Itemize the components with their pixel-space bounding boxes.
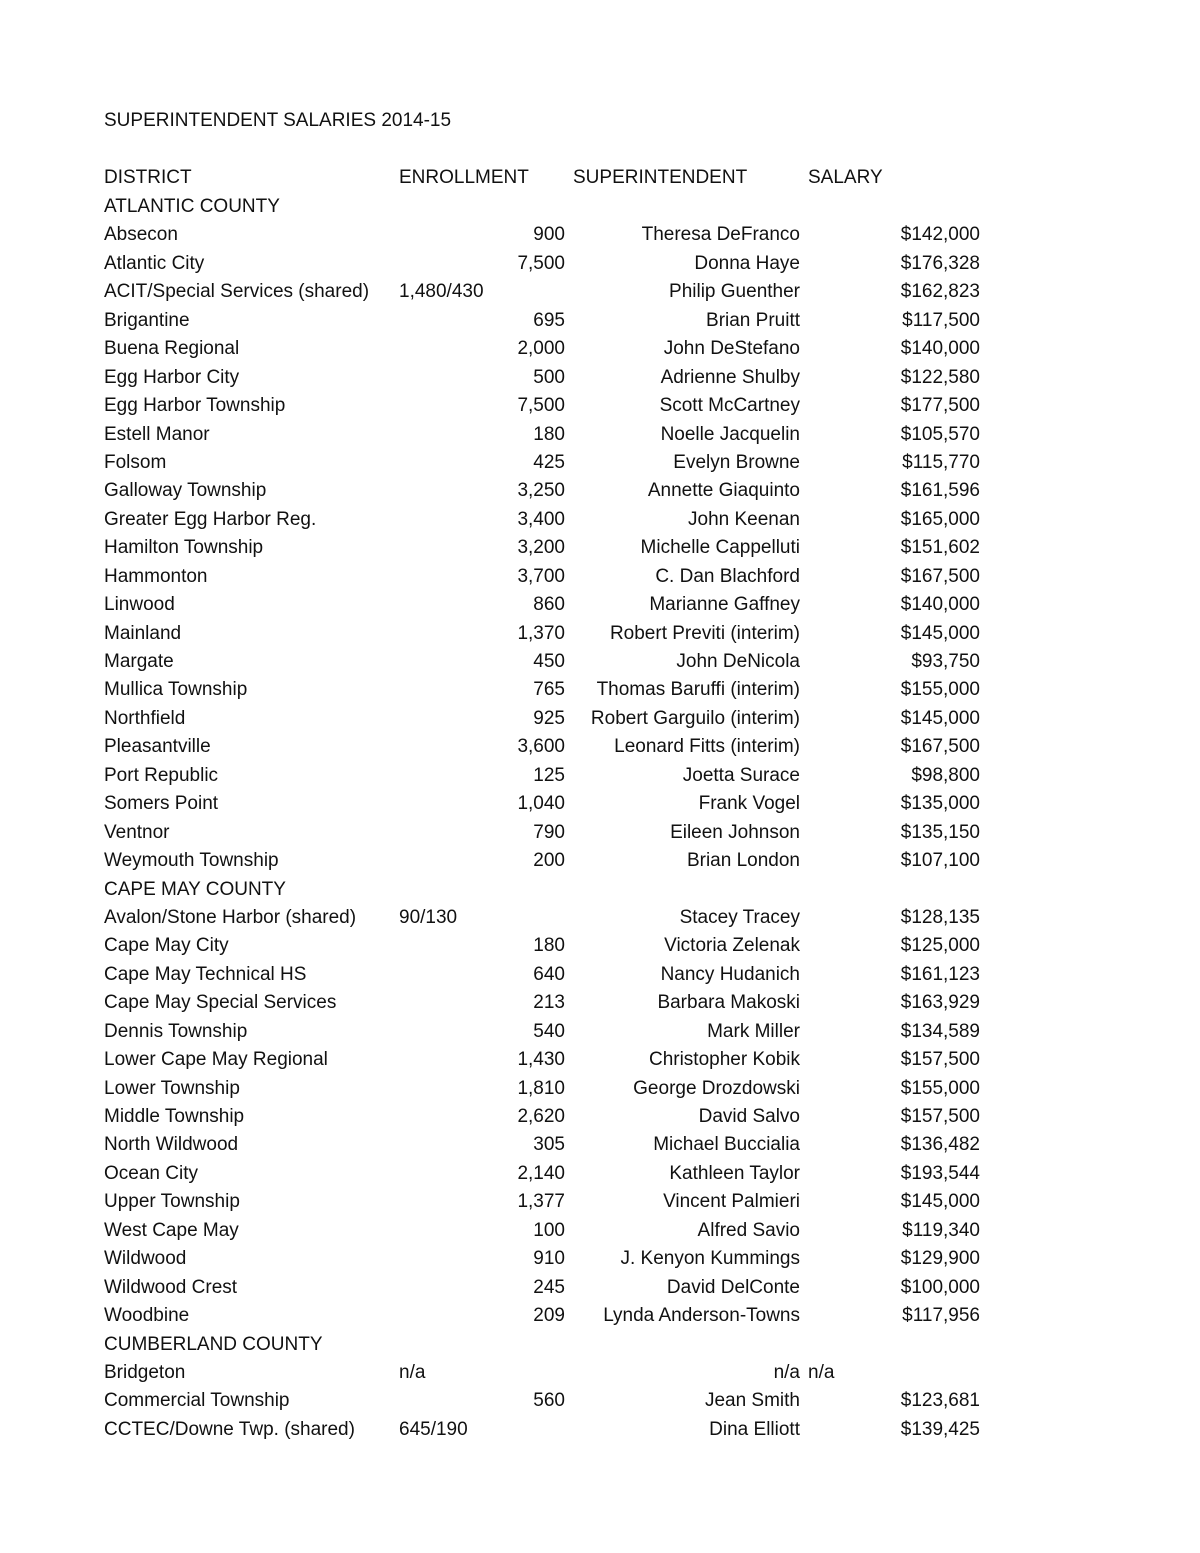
district-cell: West Cape May (104, 1219, 239, 1241)
table-row (0, 706, 1200, 734)
table-row (0, 621, 1200, 649)
table-row (0, 1388, 1200, 1416)
district-cell: Estell Manor (104, 423, 210, 445)
enrollment-cell: 180 (533, 935, 565, 957)
superintendent-cell: Robert Garguilo (interim) (590, 707, 800, 729)
enrollment-cell: 645/190 (399, 1418, 468, 1440)
table-row (0, 1189, 1200, 1217)
superintendent-cell: Alfred Savio (697, 1219, 800, 1241)
district-cell: Egg Harbor Township (104, 395, 286, 417)
table-row (0, 478, 1200, 506)
table-row (0, 1417, 1200, 1445)
salary-cell: $157,500 (900, 1049, 980, 1071)
enrollment-cell: 860 (533, 594, 565, 616)
salary-cell: $123,681 (900, 1390, 980, 1412)
superintendent-cell: Vincent Palmieri (663, 1191, 800, 1213)
table-row (0, 1246, 1200, 1274)
district-cell: Mullica Township (104, 679, 248, 701)
salary-cell: $129,900 (900, 1248, 980, 1270)
enrollment-cell: 2,140 (517, 1162, 565, 1184)
superintendent-cell: Nancy Hudanich (660, 963, 800, 985)
enrollment-cell: 3,700 (517, 565, 565, 587)
salary-cell: $140,000 (900, 338, 980, 360)
enrollment-cell: 7,500 (517, 395, 565, 417)
salary-cell: n/a (808, 1361, 835, 1383)
district-cell: Lower Cape May Regional (104, 1049, 328, 1071)
table-row (0, 535, 1200, 563)
table-row (0, 962, 1200, 990)
district-cell: Greater Egg Harbor Reg. (104, 508, 317, 530)
enrollment-cell: 695 (533, 309, 565, 331)
salary-table (0, 194, 1200, 1445)
salary-cell: $100,000 (900, 1276, 980, 1298)
district-cell: Somers Point (104, 793, 219, 815)
table-row (0, 592, 1200, 620)
district-cell: Ocean City (104, 1162, 198, 1184)
superintendent-cell: Frank Vogel (698, 793, 800, 815)
enrollment-cell: 900 (533, 224, 565, 246)
superintendent-cell: George Drozdowski (633, 1077, 800, 1099)
enrollment-cell: 1,370 (517, 622, 565, 644)
district-cell: Galloway Township (104, 480, 267, 502)
superintendent-cell: Mark Miller (707, 1020, 800, 1042)
table-row (0, 1047, 1200, 1075)
enrollment-cell: 3,250 (517, 480, 565, 502)
district-cell: ACIT/Special Services (shared) (104, 281, 370, 303)
table-row (0, 1132, 1200, 1160)
header-district: DISTRICT (104, 167, 192, 188)
district-cell: Cape May City (104, 935, 229, 957)
superintendent-cell: J. Kenyon Kummings (620, 1248, 800, 1270)
table-row (0, 1303, 1200, 1331)
county-heading-row (0, 877, 1200, 905)
district-cell: Folsom (104, 451, 167, 473)
enrollment-cell: 200 (533, 850, 565, 872)
district-cell: Hamilton Township (104, 537, 264, 559)
superintendent-cell: Stacey Tracey (679, 906, 800, 928)
superintendent-cell: Adrienne Shulby (660, 366, 800, 388)
enrollment-cell: 640 (533, 963, 565, 985)
enrollment-cell: 1,040 (517, 793, 565, 815)
table-row (0, 990, 1200, 1018)
district-cell: Upper Township (104, 1191, 240, 1213)
superintendent-cell: John Keenan (688, 508, 800, 530)
table-row (0, 1360, 1200, 1388)
superintendent-cell: Robert Previti (interim) (609, 622, 800, 644)
header-enrollment: ENROLLMENT (399, 167, 529, 188)
enrollment-cell: 500 (533, 366, 565, 388)
enrollment-cell: 2,000 (517, 338, 565, 360)
salary-cell: $93,750 (911, 651, 980, 672)
table-row (0, 1019, 1200, 1047)
table-row (0, 1104, 1200, 1132)
superintendent-cell: Lynda Anderson-Towns (603, 1305, 800, 1327)
superintendent-cell: Scott McCartney (659, 395, 800, 417)
county-name: CAPE MAY COUNTY (104, 878, 286, 900)
district-cell: Commercial Township (104, 1390, 290, 1412)
enrollment-cell: 790 (533, 821, 565, 843)
salary-cell: $117,500 (902, 309, 980, 331)
salary-cell: $162,823 (900, 281, 980, 303)
county-heading-row (0, 1332, 1200, 1360)
enrollment-cell: 1,480/430 (399, 281, 484, 303)
district-cell: Buena Regional (104, 338, 240, 360)
table-header (0, 166, 1200, 190)
table-row (0, 763, 1200, 791)
salary-cell: $167,500 (900, 736, 980, 758)
table-row (0, 933, 1200, 961)
enrollment-cell: 180 (533, 423, 565, 445)
enrollment-cell: 925 (533, 707, 565, 729)
superintendent-cell: Victoria Zelenak (664, 935, 800, 957)
enrollment-cell: 765 (533, 679, 565, 701)
table-row (0, 1275, 1200, 1303)
salary-cell: $135,000 (900, 793, 980, 815)
table-row (0, 365, 1200, 393)
enrollment-cell: 90/130 (399, 906, 458, 928)
enrollment-cell: 450 (533, 651, 565, 672)
district-cell: Pleasantville (104, 736, 211, 758)
enrollment-cell: 213 (533, 992, 565, 1014)
enrollment-cell: n/a (399, 1361, 426, 1383)
salary-cell: $105,570 (900, 423, 980, 445)
table-row (0, 308, 1200, 336)
district-cell: Northfield (104, 707, 186, 729)
district-cell: Ventnor (104, 821, 170, 843)
salary-cell: $98,800 (911, 764, 980, 786)
county-heading-row (0, 194, 1200, 222)
enrollment-cell: 245 (533, 1276, 565, 1298)
enrollment-cell: 1,430 (517, 1049, 565, 1071)
salary-cell: $122,580 (900, 366, 980, 388)
salary-cell: $128,135 (900, 906, 980, 928)
superintendent-cell: C. Dan Blachford (655, 565, 800, 587)
district-cell: Wildwood Crest (104, 1276, 238, 1298)
district-cell: Mainland (104, 622, 182, 644)
salary-cell: $155,000 (900, 1077, 980, 1099)
district-cell: Dennis Township (104, 1020, 248, 1042)
table-row (0, 905, 1200, 933)
superintendent-cell: Leonard Fitts (interim) (614, 736, 800, 758)
district-cell: Weymouth Township (104, 850, 279, 872)
district-cell: Port Republic (104, 764, 219, 786)
district-cell: Absecon (104, 224, 178, 246)
table-row (0, 564, 1200, 592)
district-cell: Middle Township (104, 1106, 245, 1127)
district-cell: Cape May Special Services (104, 992, 337, 1014)
county-name: CUMBERLAND COUNTY (104, 1333, 323, 1355)
enrollment-cell: 100 (533, 1219, 565, 1241)
district-cell: CCTEC/Downe Twp. (shared) (104, 1418, 355, 1440)
salary-cell: $134,589 (900, 1020, 980, 1042)
superintendent-cell: Barbara Makoski (657, 992, 800, 1014)
salary-cell: $193,544 (900, 1162, 980, 1184)
superintendent-cell: Christopher Kobik (648, 1049, 800, 1071)
salary-cell: $151,602 (900, 537, 980, 559)
salary-cell: $107,100 (900, 850, 980, 872)
enrollment-cell: 3,600 (517, 736, 565, 758)
district-cell: Avalon/Stone Harbor (shared) (104, 906, 357, 928)
superintendent-cell: John DeNicola (676, 651, 800, 672)
district-cell: Wildwood (104, 1248, 187, 1270)
table-row (0, 422, 1200, 450)
district-cell: Margate (104, 651, 174, 672)
superintendent-cell: Brian London (686, 850, 800, 872)
district-cell: Bridgeton (104, 1361, 186, 1383)
salary-cell: $165,000 (900, 508, 980, 530)
salary-cell: $142,000 (900, 224, 980, 246)
table-row (0, 820, 1200, 848)
district-cell: Brigantine (104, 309, 190, 331)
table-row (0, 393, 1200, 421)
superintendent-cell: Annette Giaquinto (647, 480, 800, 502)
superintendent-cell: Evelyn Browne (673, 451, 800, 473)
district-cell: Cape May Technical HS (104, 963, 307, 985)
header-superintendent: SUPERINTENDENT (573, 167, 748, 188)
superintendent-cell: David Salvo (698, 1106, 800, 1127)
enrollment-cell: 2,620 (517, 1106, 565, 1127)
superintendent-cell: Dina Elliott (709, 1418, 800, 1440)
table-row (0, 336, 1200, 364)
table-row (0, 279, 1200, 307)
header-salary: SALARY (808, 167, 883, 188)
table-row (0, 1076, 1200, 1104)
district-cell: Hammonton (104, 565, 208, 587)
salary-cell: $167,500 (900, 565, 980, 587)
salary-cell: $145,000 (900, 707, 980, 729)
table-row (0, 649, 1200, 677)
salary-cell: $163,929 (900, 992, 980, 1014)
district-cell: Egg Harbor City (104, 366, 240, 388)
salary-cell: $135,150 (900, 821, 980, 843)
table-row (0, 450, 1200, 478)
superintendent-cell: Donna Haye (694, 252, 800, 274)
table-row (0, 251, 1200, 279)
superintendent-cell: Theresa DeFranco (641, 224, 800, 246)
superintendent-cell: Joetta Surace (682, 764, 800, 786)
enrollment-cell: 125 (533, 764, 565, 786)
salary-cell: $176,328 (900, 252, 980, 274)
salary-cell: $136,482 (900, 1134, 980, 1156)
enrollment-cell: 425 (533, 451, 565, 473)
enrollment-cell: 305 (533, 1134, 565, 1156)
county-name: ATLANTIC COUNTY (104, 196, 280, 217)
district-cell: Linwood (104, 594, 175, 616)
enrollment-cell: 3,200 (517, 537, 565, 559)
superintendent-cell: Kathleen Taylor (669, 1162, 800, 1184)
district-cell: Lower Township (104, 1077, 240, 1099)
salary-cell: $161,123 (900, 963, 980, 985)
table-row (0, 1218, 1200, 1246)
salary-cell: $117,956 (902, 1305, 980, 1327)
enrollment-cell: 1,377 (517, 1191, 565, 1213)
table-row (0, 791, 1200, 819)
enrollment-cell: 209 (533, 1305, 565, 1327)
table-row (0, 734, 1200, 762)
superintendent-cell: Brian Pruitt (706, 309, 800, 331)
salary-cell: $157,500 (900, 1106, 980, 1127)
enrollment-cell: 1,810 (517, 1077, 565, 1099)
superintendent-cell: Eileen Johnson (670, 821, 800, 843)
table-row (0, 848, 1200, 876)
district-cell: North Wildwood (104, 1134, 239, 1156)
table-row (0, 677, 1200, 705)
salary-cell: $140,000 (900, 594, 980, 616)
superintendent-cell: Thomas Baruffi (interim) (596, 679, 800, 701)
enrollment-cell: 560 (533, 1390, 565, 1412)
salary-cell: $145,000 (900, 1191, 980, 1213)
superintendent-cell: Michael Buccialia (653, 1134, 800, 1156)
salary-cell: $139,425 (900, 1418, 980, 1440)
salary-cell: $115,770 (902, 451, 980, 473)
table-row (0, 222, 1200, 250)
superintendent-cell: Jean Smith (704, 1390, 800, 1412)
superintendent-cell: John DeStefano (663, 338, 800, 360)
enrollment-cell: 540 (533, 1020, 565, 1042)
salary-cell: $161,596 (900, 480, 980, 502)
enrollment-cell: 910 (533, 1248, 565, 1270)
superintendent-cell: Noelle Jacquelin (660, 423, 800, 445)
superintendent-cell: David DelConte (666, 1276, 800, 1298)
document-title: SUPERINTENDENT SALARIES 2014-15 (104, 110, 452, 131)
salary-cell: $177,500 (900, 395, 980, 417)
table-row (0, 507, 1200, 535)
district-cell: Atlantic City (104, 252, 205, 274)
salary-cell: $125,000 (900, 935, 980, 957)
salary-cell: $119,340 (902, 1219, 980, 1241)
superintendent-cell: Marianne Gaffney (649, 594, 800, 616)
superintendent-cell: Michelle Cappelluti (640, 537, 800, 559)
table-row (0, 1161, 1200, 1189)
superintendent-cell: n/a (773, 1361, 800, 1383)
salary-cell: $155,000 (900, 679, 980, 701)
enrollment-cell: 3,400 (517, 508, 565, 530)
salary-cell: $145,000 (900, 622, 980, 644)
district-cell: Woodbine (104, 1305, 190, 1327)
superintendent-cell: Philip Guenther (669, 281, 800, 303)
enrollment-cell: 7,500 (517, 252, 565, 274)
